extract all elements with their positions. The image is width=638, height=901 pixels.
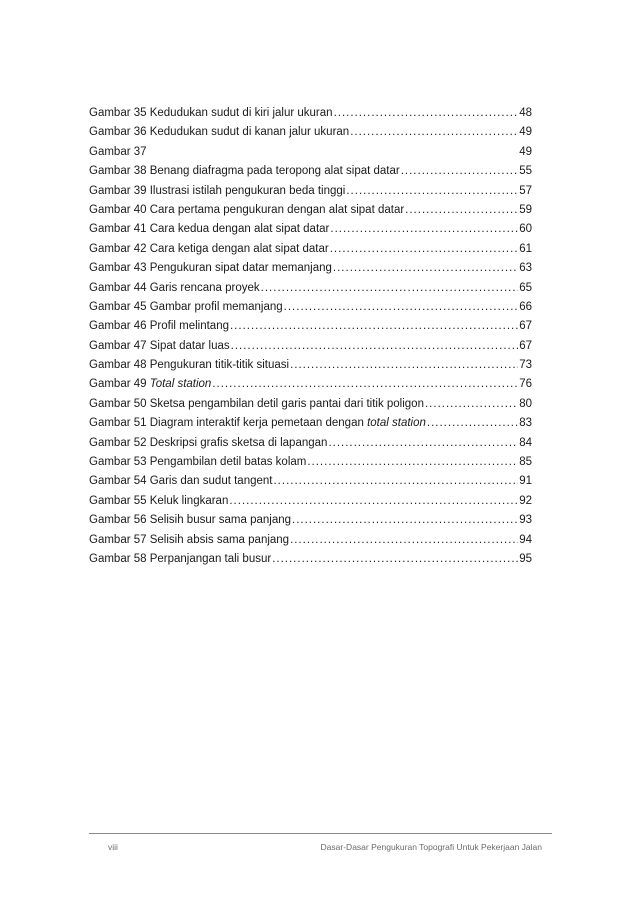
toc-entry-label: Gambar 54 Garis dan sudut tangent bbox=[89, 475, 273, 488]
table-of-figures bbox=[89, 104, 532, 569]
toc-entry-label bbox=[89, 414, 426, 433]
footer-page-number: viii bbox=[108, 842, 118, 852]
leader-dots bbox=[307, 453, 518, 472]
leader-dots bbox=[231, 337, 519, 356]
leader-dots bbox=[427, 414, 518, 433]
toc-entry-label bbox=[89, 375, 211, 394]
leader-dots bbox=[261, 279, 519, 298]
leader-dots bbox=[330, 220, 518, 239]
leader-dots bbox=[330, 240, 518, 259]
toc-entry-53[interactable] bbox=[89, 453, 532, 472]
toc-entry-page: 73 bbox=[519, 359, 532, 372]
toc-entry-45[interactable] bbox=[89, 298, 532, 317]
toc-entry-56[interactable] bbox=[89, 511, 532, 530]
toc-entry-label: Gambar 47 Sipat datar luas bbox=[89, 339, 230, 352]
toc-entry-46[interactable] bbox=[89, 317, 532, 336]
leader-dots bbox=[229, 492, 518, 511]
toc-entry-label: Gambar 43 Pengukuran sipat datar memanjang bbox=[89, 262, 332, 275]
leader-dots bbox=[350, 123, 518, 142]
toc-entry-page: 80 bbox=[519, 397, 532, 410]
toc-entry-50[interactable] bbox=[89, 395, 532, 414]
leader-dots bbox=[328, 434, 518, 453]
toc-entry-page: 93 bbox=[519, 514, 532, 527]
leader-dots bbox=[405, 201, 518, 220]
toc-entry-label: Gambar 46 Profil melintang bbox=[89, 320, 229, 333]
toc-entry-page: 65 bbox=[519, 281, 532, 294]
toc-entry-label: Gambar 35 Kedudukan sudut di kiri jalur ukuran bbox=[89, 107, 333, 119]
toc-entry-label: Gambar 37 bbox=[89, 145, 147, 158]
toc-entry-51[interactable] bbox=[89, 414, 532, 433]
toc-entry-47[interactable] bbox=[89, 337, 532, 356]
toc-entry-label: Gambar 45 Gambar profil memanjang bbox=[89, 300, 283, 313]
toc-entry-page: 63 bbox=[519, 262, 532, 275]
toc-entry-37[interactable] bbox=[89, 143, 532, 162]
toc-entry-58[interactable] bbox=[89, 550, 532, 569]
toc-entry-page: 95 bbox=[519, 552, 532, 565]
leader-dots bbox=[401, 162, 518, 181]
toc-entry-label: Gambar 36 Kedudukan sudut di kanan jalur ukuran bbox=[89, 126, 350, 139]
toc-entry-label: Gambar 48 Pengukuran titik-titik situasi bbox=[89, 359, 290, 372]
leader-dots bbox=[346, 182, 518, 201]
leader-dots bbox=[333, 259, 518, 278]
toc-entry-54[interactable] bbox=[89, 472, 532, 491]
toc-entry-label: Gambar 55 Keluk lingkaran bbox=[89, 494, 229, 507]
toc-entry-label: Gambar 38 Benang diafragma pada teropong alat sipat datar bbox=[89, 165, 400, 178]
footer-divider bbox=[89, 833, 552, 834]
toc-entry-page: 66 bbox=[519, 300, 532, 313]
toc-entry-label: Gambar 39 Ilustrasi istilah pengukuran beda tinggi bbox=[89, 184, 346, 197]
toc-entry-42[interactable] bbox=[89, 240, 532, 259]
toc-entry-label: Gambar 56 Selisih busur sama panjang bbox=[89, 514, 292, 527]
leader-dots bbox=[272, 550, 518, 569]
leader-dots bbox=[425, 395, 518, 414]
toc-entry-label: Gambar 41 Cara kedua dengan alat sipat datar bbox=[89, 223, 330, 236]
toc-entry-label: Gambar 50 Sketsa pengambilan detil garis pantai dari titik poligon bbox=[89, 397, 424, 410]
toc-entry-49[interactable] bbox=[89, 375, 532, 394]
leader-dots bbox=[290, 531, 518, 550]
toc-entry-page: 57 bbox=[519, 184, 532, 197]
toc-entry-page: 59 bbox=[519, 203, 532, 216]
toc-entry-label: Gambar 52 Deskripsi grafis sketsa di lapangan bbox=[89, 436, 328, 449]
toc-entry-label-prefix: Gambar 51 Diagram interaktif kerja pemetaan dengan bbox=[89, 417, 368, 430]
toc-entry-52[interactable] bbox=[89, 434, 532, 453]
leader-dots bbox=[284, 298, 519, 317]
toc-entry-44[interactable] bbox=[89, 279, 532, 298]
toc-entry-page: 94 bbox=[519, 533, 532, 546]
toc-entry-36[interactable] bbox=[89, 123, 532, 142]
toc-entry-label-italic: total station bbox=[367, 417, 426, 430]
toc-entry-label: Gambar 53 Pengambilan detil batas kolam bbox=[89, 456, 307, 469]
footer-book-title: Dasar-Dasar Pengukuran Topografi Untuk Pekerjaan Jalan bbox=[320, 842, 542, 852]
toc-entry-page: 91 bbox=[519, 475, 532, 488]
toc-entry-39[interactable] bbox=[89, 182, 532, 201]
leader-dots bbox=[290, 356, 518, 375]
toc-entry-label: Gambar 42 Cara ketiga dengan alat sipat datar bbox=[89, 242, 329, 255]
toc-entry-57[interactable] bbox=[89, 531, 532, 550]
toc-entry-page: 49 bbox=[519, 145, 532, 158]
toc-entry-page: 48 bbox=[519, 107, 532, 119]
toc-entry-page: 55 bbox=[519, 165, 532, 178]
toc-entry-43[interactable] bbox=[89, 259, 532, 278]
toc-entry-35[interactable] bbox=[89, 104, 532, 123]
leader-dots bbox=[334, 104, 519, 123]
toc-entry-page: 85 bbox=[519, 456, 532, 469]
toc-entry-page: 92 bbox=[519, 494, 532, 507]
toc-entry-page: 67 bbox=[519, 320, 532, 333]
toc-entry-page: 61 bbox=[519, 242, 532, 255]
toc-entry-38[interactable] bbox=[89, 162, 532, 181]
toc-entry-40[interactable] bbox=[89, 201, 532, 220]
toc-entry-55[interactable] bbox=[89, 492, 532, 511]
toc-entry-page: 84 bbox=[519, 436, 532, 449]
toc-entry-41[interactable] bbox=[89, 220, 532, 239]
toc-entry-label: Gambar 40 Cara pertama pengukuran dengan alat sipat datar bbox=[89, 203, 405, 216]
toc-entry-page: 83 bbox=[519, 417, 532, 430]
toc-entry-page: 60 bbox=[519, 223, 532, 236]
leader-dots bbox=[273, 472, 518, 491]
toc-entry-page: 67 bbox=[519, 339, 532, 352]
toc-entry-label-italic: Total station bbox=[149, 378, 212, 391]
toc-entry-label: Gambar 58 Perpanjangan tali busur bbox=[89, 552, 272, 565]
leader-dots bbox=[230, 317, 518, 336]
toc-entry-page: 49 bbox=[519, 126, 532, 139]
leader-dots bbox=[212, 375, 518, 394]
toc-entry-label: Gambar 57 Selisih absis sama panjang bbox=[89, 533, 290, 546]
toc-entry-label-prefix: Gambar 49 bbox=[89, 378, 150, 391]
toc-entry-page: 76 bbox=[519, 378, 532, 391]
toc-entry-48[interactable] bbox=[89, 356, 532, 375]
toc-entry-label: Gambar 44 Garis rencana proyek bbox=[89, 281, 260, 294]
leader-dots bbox=[292, 511, 518, 530]
